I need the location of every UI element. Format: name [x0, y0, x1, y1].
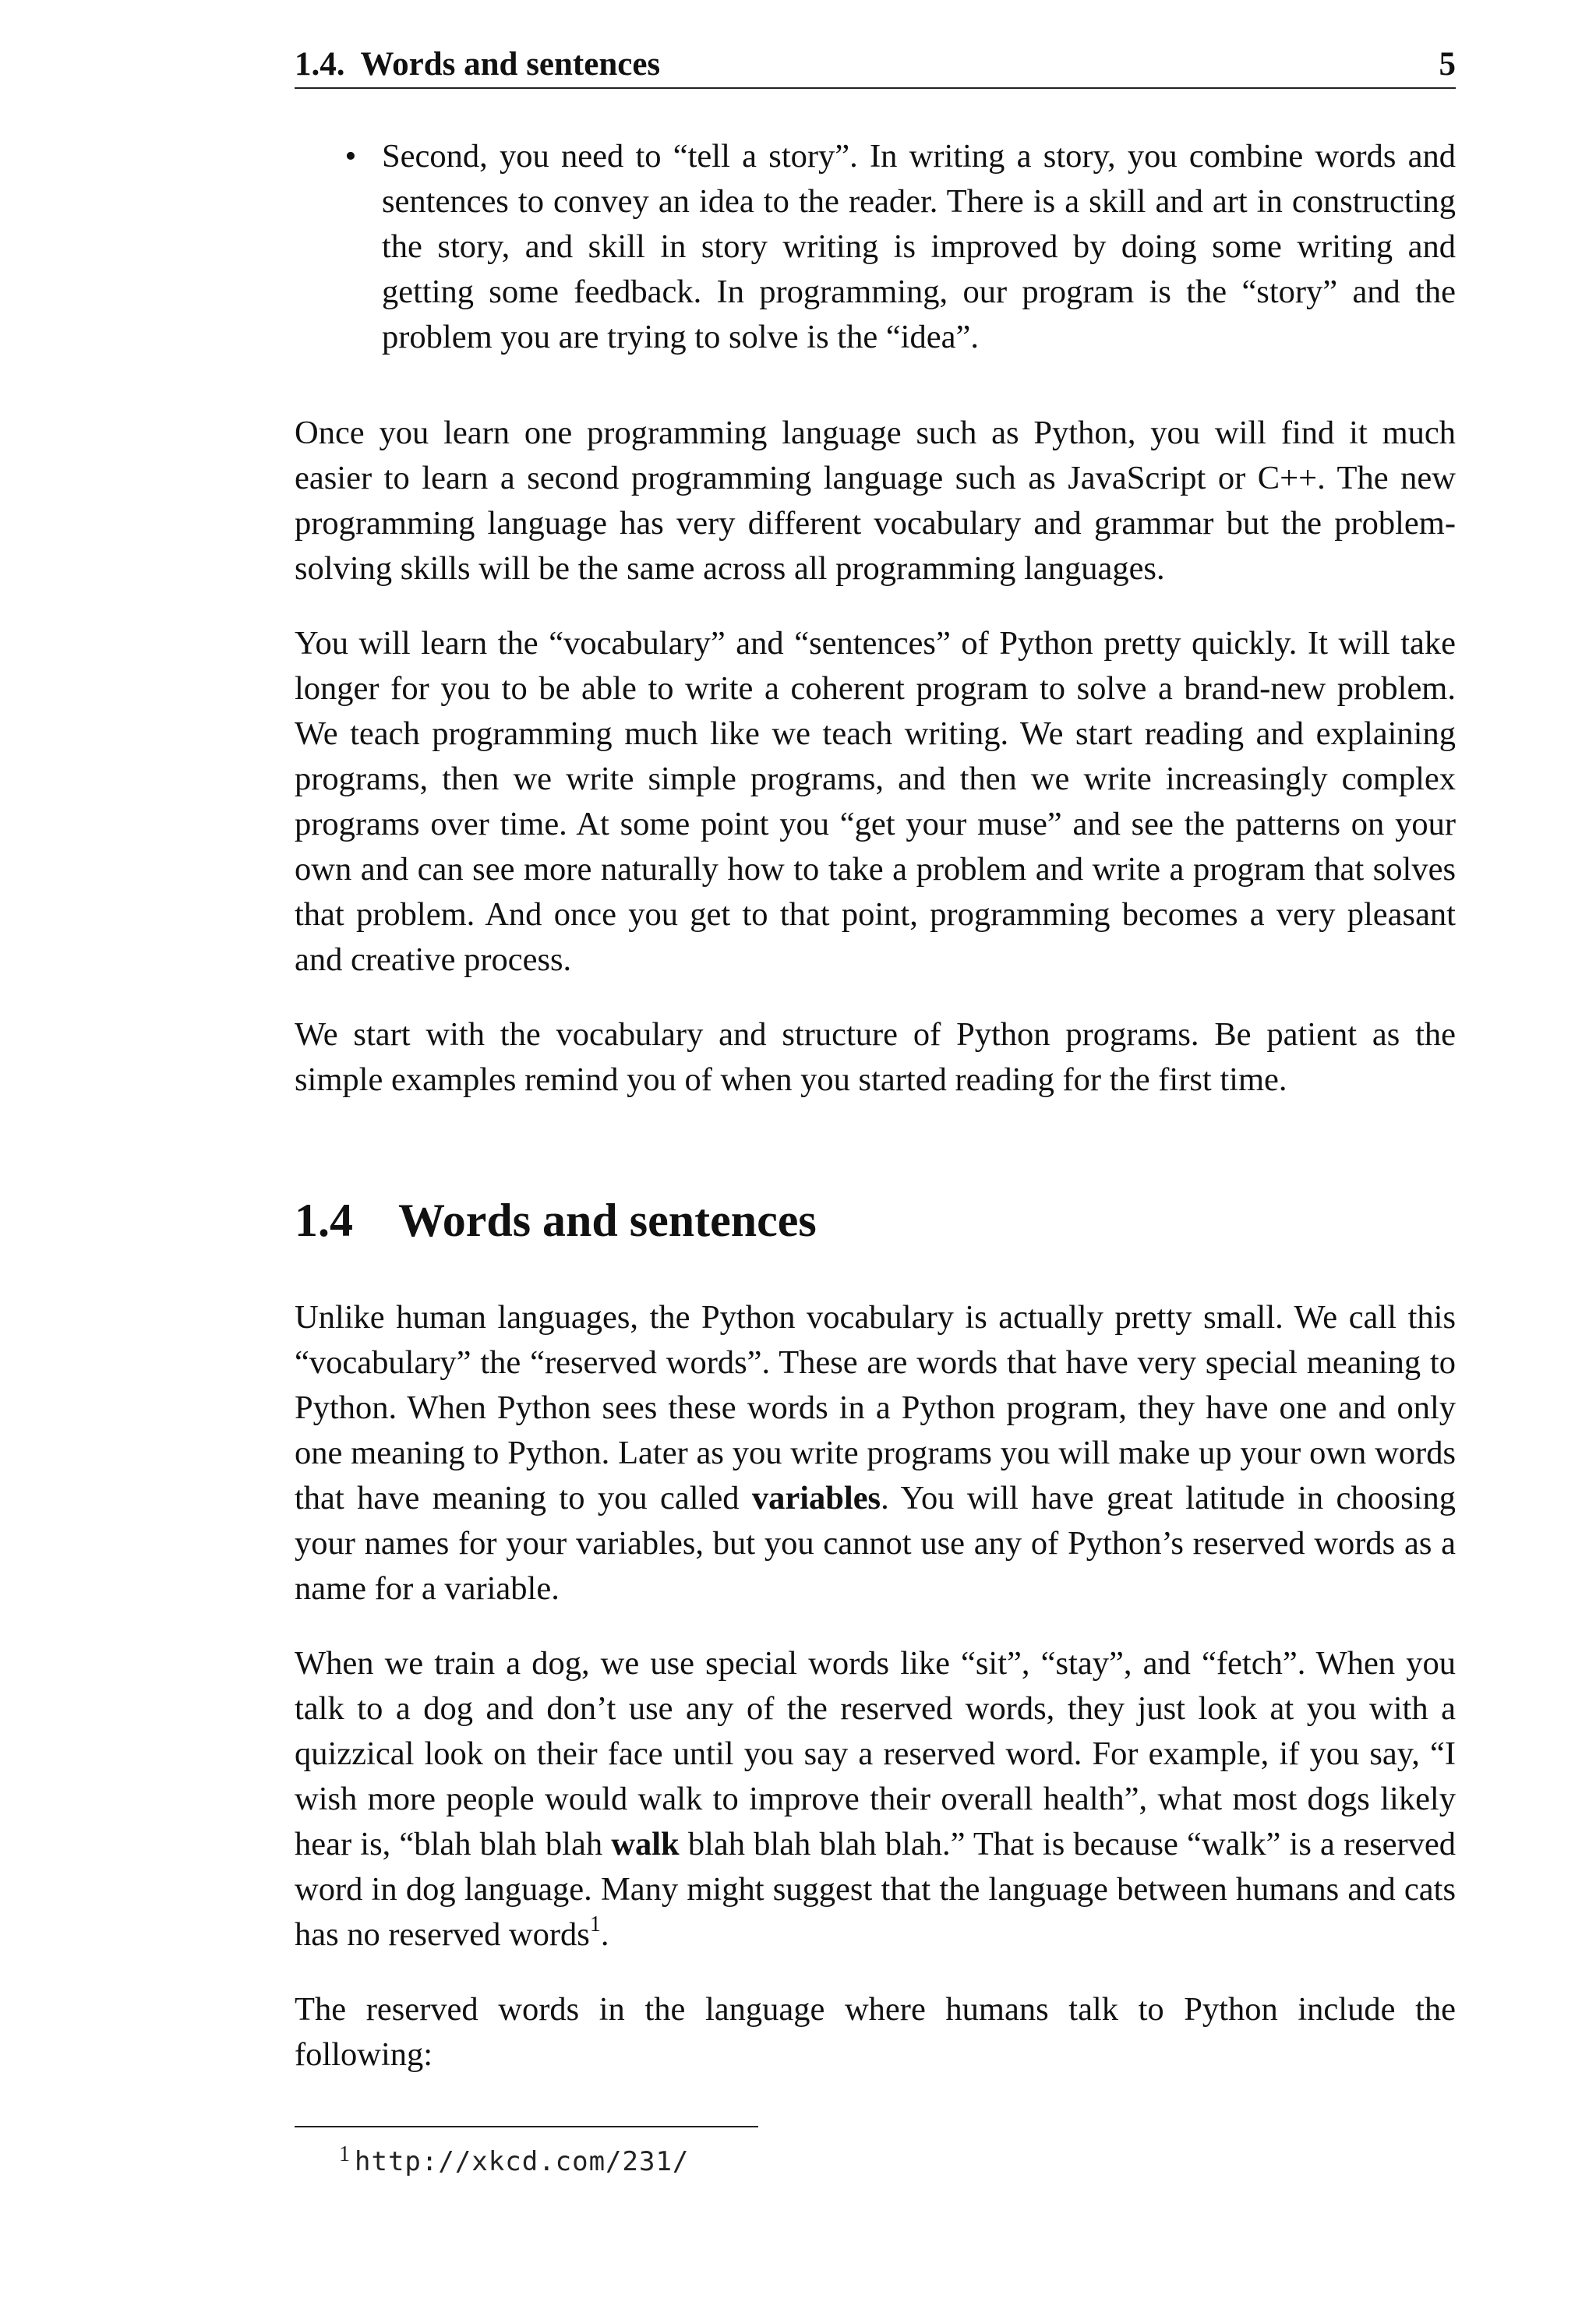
- p4-text-before: Unlike human languages, the Python vocabulary is actually pretty small. We call this “vocabulary” the “reserved words”. These are words that have very special meaning to Python. When Python sees these words in a Python program, they have one and only one meaning to Python. Later as you write programs you will make up your own words that have meaning to you called: [295, 1299, 1456, 1516]
- page-number: 5: [1439, 46, 1456, 83]
- bullet-list-item: [344, 134, 1456, 360]
- header-title: [295, 42, 660, 87]
- section-title: Words and sentences: [398, 1195, 817, 1246]
- header-section-title: Words and sentences: [360, 46, 661, 83]
- footnote-link[interactable]: http://xkcd.com/231/: [355, 2146, 690, 2177]
- term-variables: variables: [751, 1480, 881, 1516]
- footnote-divider: [295, 2126, 758, 2127]
- p5-text-before: When we train a dog, we use special words like “sit”, “stay”, and “fetch”. When you talk to a dog and don’t use any of the reserved words, they just look at you with a quizzical look on their face until you say a reserved word. For example, if you say, “I wish more people would walk to improve their overall health”, what most dogs likely hear is, “blah blah blah: [295, 1645, 1456, 1862]
- running-header: [295, 41, 1456, 89]
- term-walk: walk: [611, 1826, 680, 1862]
- paragraph-2: You will learn the “vocabulary” and “sentences” of Python pretty quickly. It will take longer for you to be able to write a coherent program to solve a brand-new problem. We teach programming much like we teach writing. We start reading and explaining programs, then we write simple programs, and then we write increasingly complex programs over time. At some point you “get your muse” and see the patterns on your own and can see more naturally how to take a problem and write a program that solves that problem. And once you get to that point, programming becomes a very pleasant and creative process.: [295, 625, 1456, 978]
- footnote: [339, 2135, 689, 2181]
- p4-text-after: . You will have great latitude in choosing your names for your variables, but you cannot use any of Python’s reserved words as a name for a variable.: [295, 1480, 1456, 1607]
- header-section-number: 1.4.: [295, 46, 345, 83]
- paragraph-3: We start with the vocabulary and structure of Python programs. Be patient as the simple examples remind you of when you started reading for the first time.: [295, 1016, 1456, 1098]
- bullet-icon: •: [344, 138, 357, 175]
- body-content: [295, 134, 1456, 2078]
- bullet-text: Second, you need to “tell a story”. In writing a story, you combine words and sentences to convey an idea to the reader. There is a skill and art in constructing the story, and skill in story writing is improved by doing some writing and getting some feedback. In programming, our program is the “story” and the problem you are trying to solve is the “idea”.: [382, 138, 1456, 355]
- paragraph-1: Once you learn one programming language such as Python, you will find it much easier to learn a second programming language such as JavaScript or C++. The new programming language has very different vocabulary and grammar but the problem-solving skills will be the same across all programming languages.: [295, 415, 1456, 587]
- footnote-reference[interactable]: 1: [589, 1912, 601, 1937]
- section-heading: [295, 1192, 1456, 1248]
- paragraph-5: [295, 1641, 1456, 1958]
- paragraph-6: The reserved words in the language where humans talk to Python include the following:: [295, 1991, 1456, 2073]
- footnote-mark: 1: [339, 2142, 350, 2166]
- p5-text-after: blah blah blah blah.” That is because “walk” is a reserved word in dog language. Many might suggest that the language between humans and cats has no reserved words: [295, 1826, 1456, 1953]
- p5-text-end: .: [600, 1916, 609, 1953]
- section-number: 1.4: [295, 1195, 353, 1246]
- paragraph-4: [295, 1295, 1456, 1612]
